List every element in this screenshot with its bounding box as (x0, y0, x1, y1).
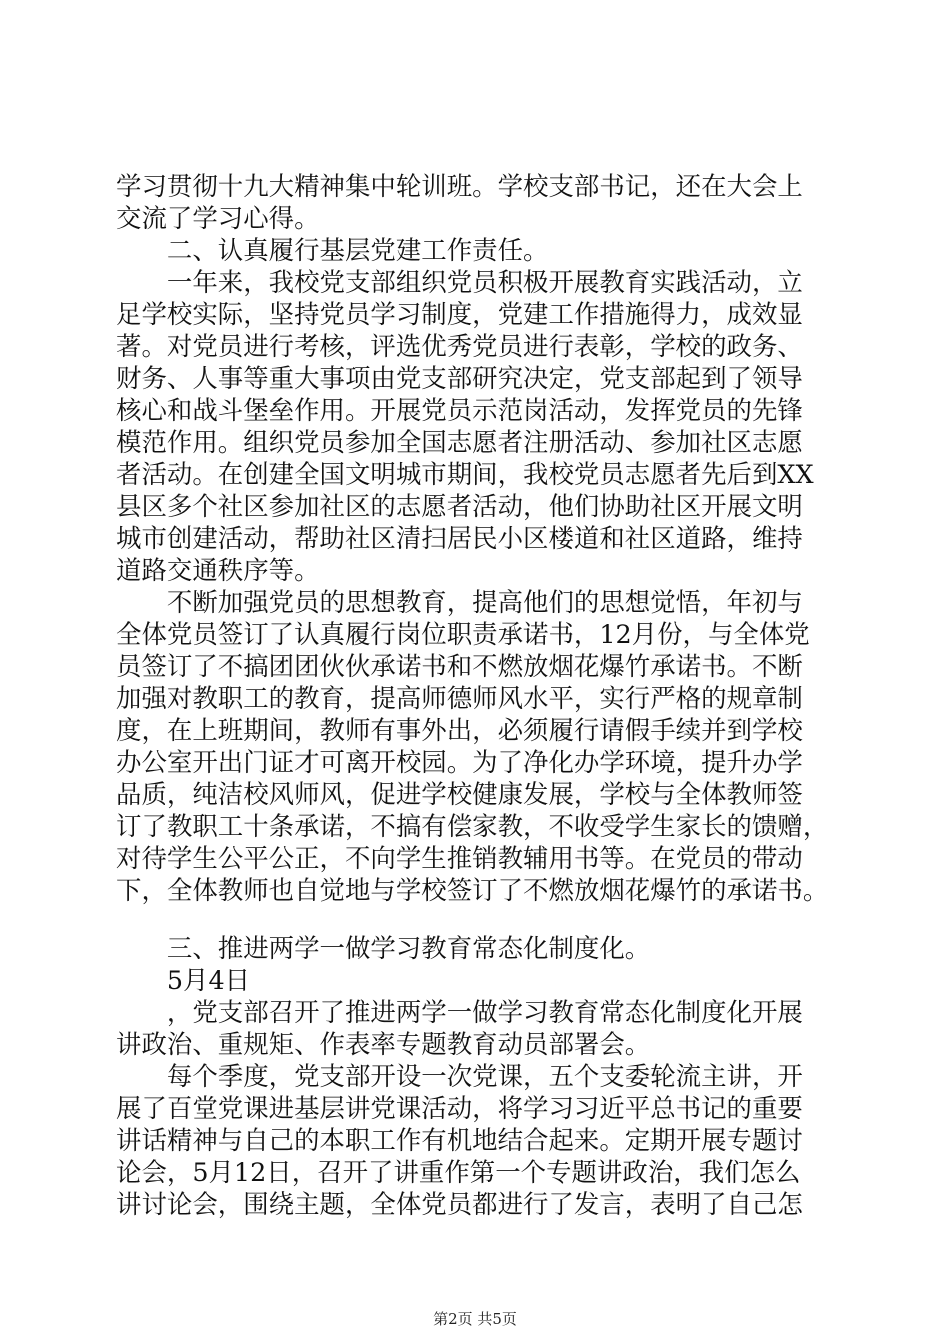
text-line: 核心和战斗堡垒作用。开展党员示范岗活动，发挥党员的先锋 (116, 395, 803, 425)
text-line: 论会，5月12日，召开了讲重作第一个专题讲政治，我们怎么 (116, 1157, 801, 1187)
text-line: 员签订了不搞团团伙伙承诺书和不燃放烟花爆竹承诺书。不断 (116, 651, 803, 681)
text-line: 每个季度，党支部开设一次党课，五个支委轮流主讲，开 (116, 1061, 803, 1091)
text-line: 者活动。在创建全国文明城市期间，我校党员志愿者先后到XX (116, 459, 814, 489)
text-line: 交流了学习心得。 (116, 203, 320, 233)
document-body (116, 170, 832, 1220)
blank-line (116, 906, 832, 932)
text-line: 加强对教职工的教育，提高师德师风水平，实行严格的规章制 (116, 683, 803, 713)
text-line: ，党支部召开了推进两学一做学习教育常态化制度化开展 (116, 997, 803, 1027)
text-line: 财务、人事等重大事项由党支部研究决定，党支部起到了领导 (116, 363, 803, 393)
text-line: 道路交通秩序等。 (116, 555, 320, 585)
text-line: 讲话精神与自己的本职工作有机地结合起来。定期开展专题讨 (116, 1125, 803, 1155)
text-line: 订了教职工十条承诺，不搞有偿家教，不收受学生家长的馈赠， (116, 811, 829, 841)
text-line: 三、推进两学一做学习教育常态化制度化。 (116, 933, 651, 963)
text-line: 二、认真履行基层党建工作责任。 (116, 235, 549, 265)
text-line: 展了百堂党课进基层讲党课活动，将学习习近平总书记的重要 (116, 1093, 803, 1123)
text-line: 著。对党员进行考核，评选优秀党员进行表彰，学校的政务、 (116, 331, 803, 361)
text-line: 城市创建活动，帮助社区清扫居民小区楼道和社区道路，维持 (116, 523, 803, 553)
text-line: 全体党员签订了认真履行岗位职责承诺书，12月份，与全体党 (116, 619, 810, 649)
text-line: 下，全体教师也自觉地与学校签订了不燃放烟花爆竹的承诺书。 (116, 875, 829, 905)
text-line: 学习贯彻十九大精神集中轮训班。学校支部书记，还在大会上 (116, 171, 803, 201)
text-line: 讲讨论会，围绕主题，全体党员都进行了发言，表明了自己怎 (116, 1189, 803, 1219)
text-line: 品质，纯洁校风师风，促进学校健康发展，学校与全体教师签 (116, 779, 803, 809)
text-line: 不断加强党员的思想教育，提高他们的思想觉悟，年初与 (116, 587, 803, 617)
text-line: 对待学生公平公正，不向学生推销教辅用书等。在党员的带动 (116, 843, 803, 873)
text-line: 度，在上班期间，教师有事外出，必须履行请假手续并到学校 (116, 715, 803, 745)
text-line: 讲政治、重规矩、作表率专题教育动员部署会。 (116, 1029, 651, 1059)
text-line: 模范作用。组织党员参加全国志愿者注册活动、参加社区志愿 (116, 427, 803, 457)
text-line: 足学校实际，坚持党员学习制度，党建工作措施得力，成效显 (116, 299, 803, 329)
text-line: 5月4日 (116, 965, 251, 995)
text-line: 办公室开出门证才可离开校园。为了净化办学环境，提升办学 (116, 747, 803, 777)
text-line: 县区多个社区参加社区的志愿者活动，他们协助社区开展文明 (116, 491, 803, 521)
text-line: 一年来，我校党支部组织党员积极开展教育实践活动，立 (116, 267, 803, 297)
page-number-footer: 第2页 共5页 (433, 1310, 517, 1328)
